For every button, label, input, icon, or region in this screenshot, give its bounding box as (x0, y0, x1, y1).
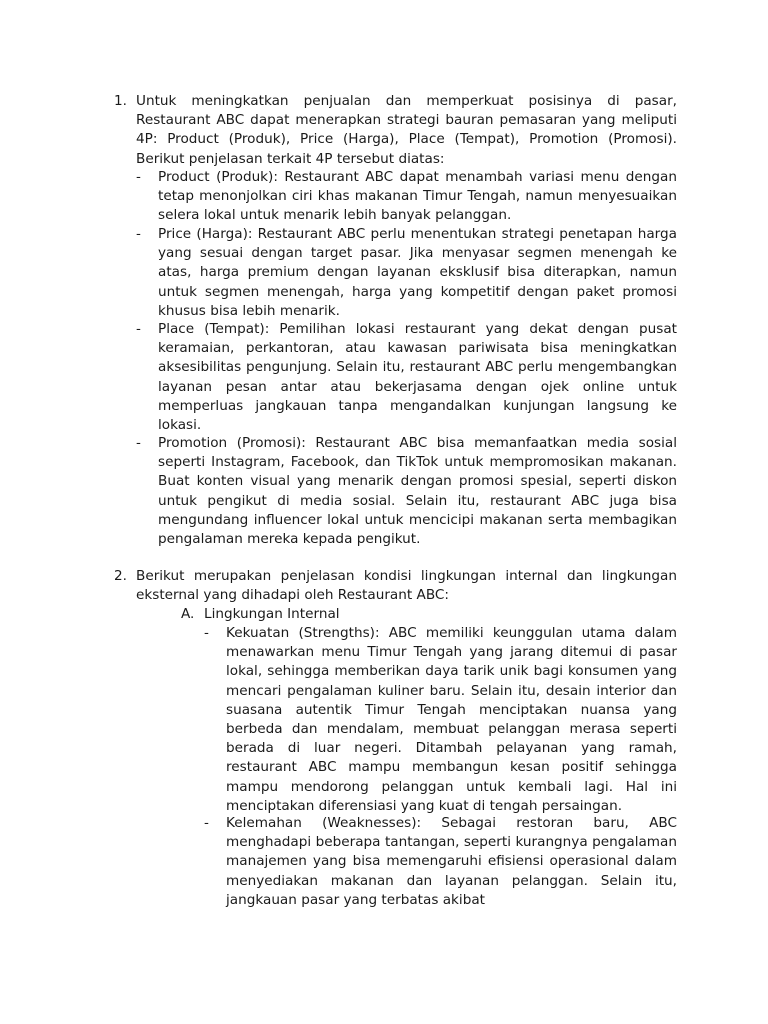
bullet-marker: - (136, 321, 141, 337)
bullet-place: Place (Tempat): Pemilihan lokasi restaurant yang dekat dengan pusat keramaian, perkantoran, atau kawasan pariwisata bisa meningkatkan aksesibilitas pengunjung. Selain itu, restaurant ABC perlu mengembangkan layanan pesan antar atau bekerjasama dengan ojek online untuk memperluas jangkauan tanpa mengandalkan kunjungan langsung ke lokasi. (158, 321, 677, 434)
bullet-marker: - (204, 625, 209, 641)
section-title: Lingkungan Internal (204, 606, 340, 622)
list-number: 2. (114, 568, 127, 584)
bullet-marker: - (136, 226, 141, 242)
paragraph-intro-4p: Untuk meningkatkan penjualan dan memperkuat posisinya di pasar, Restaurant ABC dapat menerapkan strategi bauran pemasaran yang meliputi 4P: Product (Produk), Price (Harga), Place (Tempat), Promotion (Promosi). Berikut penjelasan terkait 4P tersebut diatas: (136, 93, 677, 167)
section-letter: A. (181, 606, 195, 622)
bullet-weaknesses: Kelemahan (Weaknesses): Sebagai restoran baru, ABC menghadapi beberapa tantangan, seperti kurangnya pengalaman manajemen yang bisa memengaruhi efisiensi operasional dalam menyediakan makanan dan layanan pelanggan. Selain itu, jangkauan pasar yang terbatas akibat (226, 815, 677, 908)
bullet-price: Price (Harga): Restaurant ABC perlu menentukan strategi penetapan harga yang sesuai dengan target pasar. Jika menyasar segmen menengah ke atas, harga premium dengan layanan eksklusif bisa diterapkan, namun untuk segmen menengah, harga yang kompetitif dengan paket promosi khusus bisa lebih menarik. (158, 226, 677, 319)
bullet-marker: - (204, 815, 209, 831)
bullet-promotion: Promotion (Promosi): Restaurant ABC bisa memanfaatkan media sosial seperti Instagram, Facebook, dan TikTok untuk mempromosikan makanan. Buat konten visual yang menarik dengan promosi spesial, seperti diskon untuk pengikut di media sosial. Selain itu, restaurant ABC juga bisa mengundang influencer lokal untuk mencicipi makanan serta membagikan pengalaman mereka kepada pengikut. (158, 435, 677, 548)
bullet-strengths: Kekuatan (Strengths): ABC memiliki keunggulan utama dalam menawarkan menu Timur Tengah yang jarang ditemui di pasar lokal, sehingga memberikan daya tarik unik bagi konsumen yang mencari pengalaman kuliner baru. Selain itu, desain interior dan suasana autentik Timur Tengah menciptakan nuansa yang berbeda dan mendalam, membuat pelanggan merasa seperti berada di luar negeri. Ditambah pelayanan yang ramah, restaurant ABC mampu membangun kesan positif sehingga mampu mendorong pelanggan untuk kembali lagi. Hal ini menciptakan diferensiasi yang kuat di tengah persaingan. (226, 625, 677, 814)
bullet-marker: - (136, 435, 141, 451)
list-number: 1. (114, 93, 127, 109)
bullet-product: Product (Produk): Restaurant ABC dapat menambah variasi menu dengan tetap menonjolkan ciri khas makanan Timur Tengah, namun menyesuaikan selera lokal untuk menarik lebih banyak pelanggan. (158, 169, 677, 224)
paragraph-intro-environment: Berikut merupakan penjelasan kondisi lingkungan internal dan lingkungan eksternal yang dihadapi oleh Restaurant ABC: (136, 568, 677, 604)
bullet-marker: - (136, 169, 141, 185)
